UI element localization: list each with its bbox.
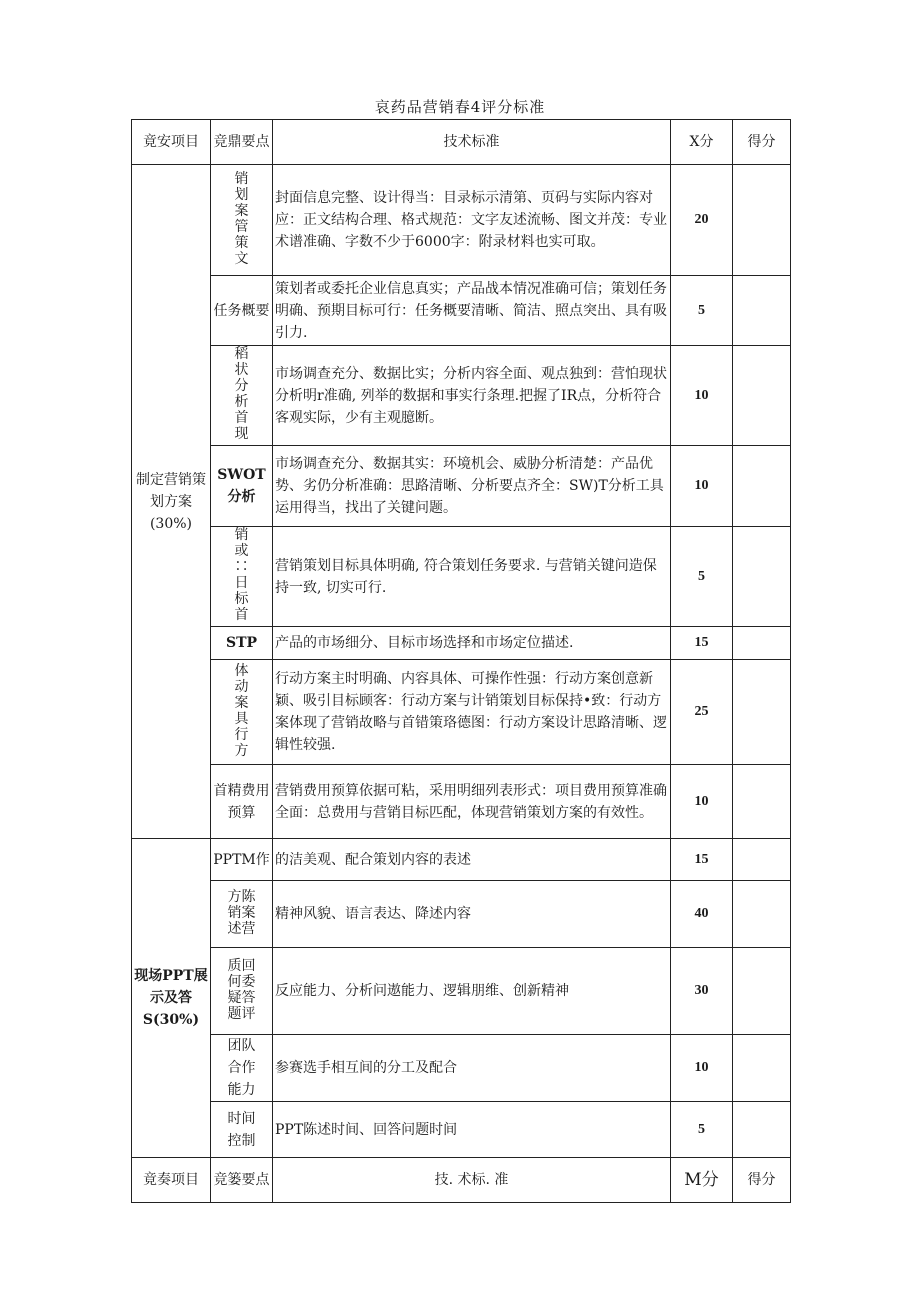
header-point: 竞鼎要点: [211, 120, 273, 165]
table-row: [132, 881, 791, 948]
row-got[interactable]: [733, 527, 791, 627]
row-point: 团队合作能力: [227, 1038, 256, 1098]
row-point: PPTM作: [211, 839, 273, 881]
row-standard: 反应能力、分析问遨能力、逻辑朋维、创新精神: [273, 948, 671, 1035]
row-standard: 营销策划目标具体明确, 符合策划任务要求. 与营销关键问造保持一致, 切实可行.: [273, 527, 671, 627]
row-standard: 市场调查充分、数据比实；分析内容全面、观点独到：营怕现状分析明r准确, 列举的数据和事实行条理.把握了IR点，分析符合客观实际，少有主观臆断。: [273, 346, 671, 446]
row-score: 10: [671, 346, 733, 446]
row-point: 质回何委疑答题评: [227, 957, 256, 1022]
row-score: 10: [671, 1035, 733, 1102]
footer-point: 竞篓要点: [211, 1158, 273, 1203]
row-standard: 营销费用预算依据可粘，采用明细列表形式：项目费用预算准确全面：总费用与营销目标匹配，体现营销策划方案的有效性。: [273, 765, 671, 839]
row-point: 稻状分析首现: [234, 346, 249, 442]
row-score: 20: [671, 165, 733, 276]
row-score: 10: [671, 446, 733, 527]
row-standard: 策划者或委托企业信息真实；产品战本情况准确可信；策划任务明确、预期目标可行：任务概要清晰、简洁、照点突出、具有吸引力.: [273, 276, 671, 346]
row-got[interactable]: [733, 948, 791, 1035]
table-row: [132, 1102, 791, 1158]
row-point: STP: [211, 627, 273, 660]
repeated-header-row: [132, 1158, 791, 1203]
row-score: 5: [671, 1102, 733, 1158]
row-score: 15: [671, 627, 733, 660]
row-point: SWOT分析: [211, 446, 273, 527]
table-row: [132, 276, 791, 346]
row-standard: 行动方案主时明确、内容具体、可操作性强：行动方案创意新颖、吸引目标顾客：行动方案与计销策划目标保持•致：行动方案体现了营销故略与首错策珞德图：行动方案设计思路清晰、逻辑性较强.: [273, 660, 671, 765]
row-got[interactable]: [733, 627, 791, 660]
table-row: [132, 527, 791, 627]
header-standard: 技术标准: [273, 120, 671, 165]
row-standard: 市场调查充分、数据其实：环境机会、威胁分析清楚：产品优势、劣仍分析准确：思路清晰、分析要点齐全：SW)T分析工具运用得当，找出了关键问题。: [273, 446, 671, 527]
table-row: [132, 660, 791, 765]
table-row: [132, 446, 791, 527]
scoring-table: [131, 119, 791, 1203]
row-got[interactable]: [733, 839, 791, 881]
row-got[interactable]: [733, 346, 791, 446]
row-standard: 的洁美观、配合策划内容的表述: [273, 839, 671, 881]
document-title: 哀药品营销春4评分标准: [374, 98, 546, 116]
row-got[interactable]: [733, 765, 791, 839]
table-row: [132, 1035, 791, 1102]
table-row: [132, 839, 791, 881]
table-row: [132, 346, 791, 446]
footer-got: 得分: [733, 1158, 791, 1203]
row-got[interactable]: [733, 881, 791, 948]
row-score: 5: [671, 276, 733, 346]
header-item: 竟安项目: [132, 120, 211, 165]
row-score: 40: [671, 881, 733, 948]
row-got[interactable]: [733, 660, 791, 765]
row-point: 方陈销案述营: [227, 888, 256, 937]
row-standard: 产品的市场细分、目标市场选择和市场定位描述.: [273, 627, 671, 660]
row-got[interactable]: [733, 276, 791, 346]
row-got[interactable]: [733, 1102, 791, 1158]
footer-item: 竟奏项目: [132, 1158, 211, 1203]
row-score: 5: [671, 527, 733, 627]
row-standard: PPT陈述时间、回答问题时间: [273, 1102, 671, 1158]
header-score: X分: [671, 120, 733, 165]
row-point: 时间控制: [227, 1110, 256, 1149]
row-standard: 精神风貌、语言表达、降述内容: [273, 881, 671, 948]
row-got[interactable]: [733, 1035, 791, 1102]
row-score: 15: [671, 839, 733, 881]
table-row: [132, 627, 791, 660]
header-row: [132, 120, 791, 165]
row-point: 体动案具行方: [234, 662, 249, 759]
row-score: 25: [671, 660, 733, 765]
table-row: [132, 165, 791, 276]
row-score: 30: [671, 948, 733, 1035]
table-row: [132, 948, 791, 1035]
row-point: 销划案管策文: [234, 170, 249, 267]
section-plan: 制定营销策划方案(30%): [132, 165, 211, 839]
footer-standard: 技. 术标. 准: [273, 1158, 671, 1203]
table-row: [132, 765, 791, 839]
row-point: 任务概要: [211, 276, 273, 346]
footer-score: M分: [671, 1158, 733, 1203]
row-score: 10: [671, 765, 733, 839]
row-standard: 封面信息完整、设计得当：目录标示清第、页码与实际内容对应：正文结构合理、格式规范：文字友述流畅、图文并茂：专业术谱准确、字数不少于6000字：附录材料也实可取。: [273, 165, 671, 276]
row-got[interactable]: [733, 165, 791, 276]
row-point: 销或∷日标首: [234, 527, 249, 623]
row-got[interactable]: [733, 446, 791, 527]
section-presentation: 现场PPT展示及答S(30%): [132, 839, 211, 1158]
header-got: 得分: [733, 120, 791, 165]
row-point: 首精费用预算: [211, 765, 273, 839]
row-standard: 参赛选手相互间的分工及配合: [273, 1035, 671, 1102]
